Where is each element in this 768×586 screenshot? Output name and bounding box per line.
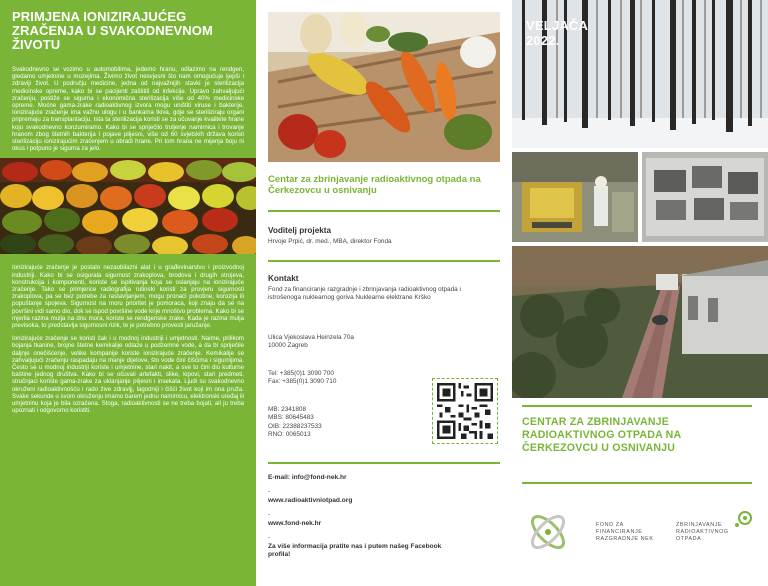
zbrinjavanje-logo-text (676, 522, 729, 544)
logo-text-line: RADIOAKTIVNOG (676, 529, 729, 536)
divider (268, 260, 500, 262)
registration-oib: OIB: 22388237533 (268, 422, 322, 430)
registration-mbs: MBS: 80645483 (268, 414, 314, 422)
dash-separator: - (268, 488, 271, 495)
contact-heading: Kontakt (268, 274, 299, 283)
registration-mb: MB: 2341808 (268, 406, 307, 413)
left-paragraph-1: Svakodnevno se vozimo u automobilima, jedemo hranu, odlazimo na rendgen, gledamo umjetnine u muzejima. Živimo život nesvjesni što nam omogućuje ljepši i zdraviji život. U području medicine, jedna od najvažnijih stavki je sterilizacija medicinske opreme, kako bi se pacijenti zaštitili od infekcije. Upravo zahvaljujući zračenju, postiže se sigurna i ekonomična sterilizacija više od 40% medicinske opreme. Moćne gama-zrake radioaktivnog izvora mogu uništiti viruse i bakterije. Ionizirajuće zračenje ima važnu ulogu i u bankama tkiva, gdje se steriliziraju organi pripremaju za transplantaciju. Ista ta sterilizacija koristi se za očuvanje kvalitete hrane koju svakodnevno konzumiramo. Kako bi se spriječilo truljenje namirnica i trovanje hranom zbog štetnih bakterija i pojave plijesni, više od 60 svjetskih država koristi sterilizaciju ionizirajućim zračenjem u obradi hrane. Pri tom hrana ne mijenja boju ni okus i potpuno je sigurna za jelo. (12, 66, 244, 153)
website-link-fond-nek[interactable]: www.fond-nek.hr (268, 520, 322, 527)
registration-rno: RNO: 0065013 (268, 431, 311, 439)
address-line-2: 10000 Zagreb (268, 342, 308, 350)
month: VELJAČA (526, 18, 589, 33)
logo-text-line: OTPADA (676, 536, 702, 543)
zbrinjavanje-logo (734, 510, 756, 528)
address-line-1: Ulica Vjekoslava Heinzela 70a (268, 334, 354, 341)
left-panel (0, 0, 256, 586)
divider (522, 405, 752, 407)
email-link[interactable]: E-mail: info@fond-nek.hr (268, 474, 347, 481)
leader-heading: Voditelj projekta (268, 226, 332, 235)
facility-worker-photo (512, 152, 638, 242)
food-produce-photo (0, 158, 256, 254)
logo-text-line: ZBRINJAVANJE (676, 522, 723, 528)
dash-separator: - (268, 534, 271, 541)
year: 2022. (526, 33, 560, 48)
fax: Fax: +385(0)1 3090 710 (268, 378, 337, 386)
middle-panel (256, 0, 512, 586)
vegetable-basket-photo (268, 12, 500, 162)
qr-code[interactable] (432, 378, 498, 444)
fond-nek-logo (524, 508, 572, 556)
left-title: PRIMJENA IONIZIRAJUĆEG ZRAČENJA U SVAKODNEVNOM ŽIVOTU (12, 9, 213, 52)
website-link-radioaktivniotpad[interactable]: www.radioaktivniotpad.org (268, 497, 353, 504)
fond-logo-text (596, 522, 654, 544)
left-paragraph-3: Ionizirajuće zračenje se koristi čak i u modnoj industriji i umjetnosti. Naime, prilikom bojanja tkanine, brojne štetne kemikalije odlaze u podzemne vode, a da bi spriječile daljnje onečišćenje, velike kompanije koriste ionizirajuće zračenje. Kemikalije se zahvaljujući zračenju raspadaju na manje dijelove, što vode čini čišćima i sigurnijima. Često se u modnoj industriji koriste i umjetnine, stari nakit, a sve to čini dio kulturne baštine jednog društva. Kako bi se očuvali artefakti, slike, kipovi, stari predmeti, stručnjaci koriste gama-zrake za uklanjanje plijesni i insekata. Ljudi su svakodnevno okruženi radioaktivnošću i rado žive zdravijj, lagodniji i čišći život koji im ona pruža. Svake sekunde u svom okruženju imamo barem jednu namirnicu, elektronski uređaj ili umjetninu koja je bila ozračena. Stoga, radioaktivnosti se ne treba bojati, ali ju treba upoznati i odgovorno koristiti. (12, 335, 244, 415)
facebook-note: Za više informacija pratite nas i putem našeg Facebook profila! (268, 543, 442, 558)
center-title: Centar za zbrinjavanje radioaktivnog otpada na Čerkezovcu u osnivanju (268, 174, 481, 196)
storage-containers-photo (642, 152, 768, 242)
contact-organization: Fond za financiranje razgradnje i zbrinjavanja radioaktivnog otpada i istrošenoga nuklearnog goriva Nuklearne elektrane Krško (268, 286, 461, 302)
telephone: Tel: +385(0)1 3090 700 (268, 370, 334, 377)
brochure-title: CENTAR ZA ZBRINJAVANJE RADIOAKTIVNOG OTPADA NA ČERKEZOVCU U OSNIVANJU (522, 416, 681, 454)
left-paragraph-2: Ionizirajuće zračenje je postalo nezaobilazni alat i u građevinarstvu i proizvodnoj industriji. Kako bi se osigurala sigurnost zrakoplova, brodova i drugih strojeva, konstrukcija i komponenti, koriste se ispitivanja koja se oslanjaju na ionizirajuće zračenje. Tako se primjerice radiografija rutinski koristi za provjeru sigurnosti zrakoplova, pa se bez potrebe za rastavljanjem, mogu pronaći pukotine, korozija ili popuštanje spojeva. Sigurnost na moru prioritet je pomoraca, koji znaju da se na površini vidi samo dio, dok se ispod površine vode krije mnoštvo problema. Kako bi se mjerila razina mulja na dnu mora, koriste se rendgenske zrake. Kada je razina mulja previsoka, to predstavlja sigurnosni rizik, te je potrebno provesti jaružanje. (12, 264, 245, 330)
site-aerial-photo (512, 246, 768, 398)
leader-name: Hrvoje Prpić, dr. med., MBA, direktor Fonda (268, 238, 392, 245)
logo-text-line: FOND ZA (596, 522, 624, 528)
divider (268, 210, 500, 212)
divider (268, 462, 500, 464)
logo-text-line: RAZGRADNJE NEK (596, 536, 654, 543)
date-label (526, 18, 588, 48)
dash-separator: - (268, 511, 271, 518)
logo-text-line: FINANCIRANJE (596, 529, 643, 536)
divider (522, 482, 752, 484)
